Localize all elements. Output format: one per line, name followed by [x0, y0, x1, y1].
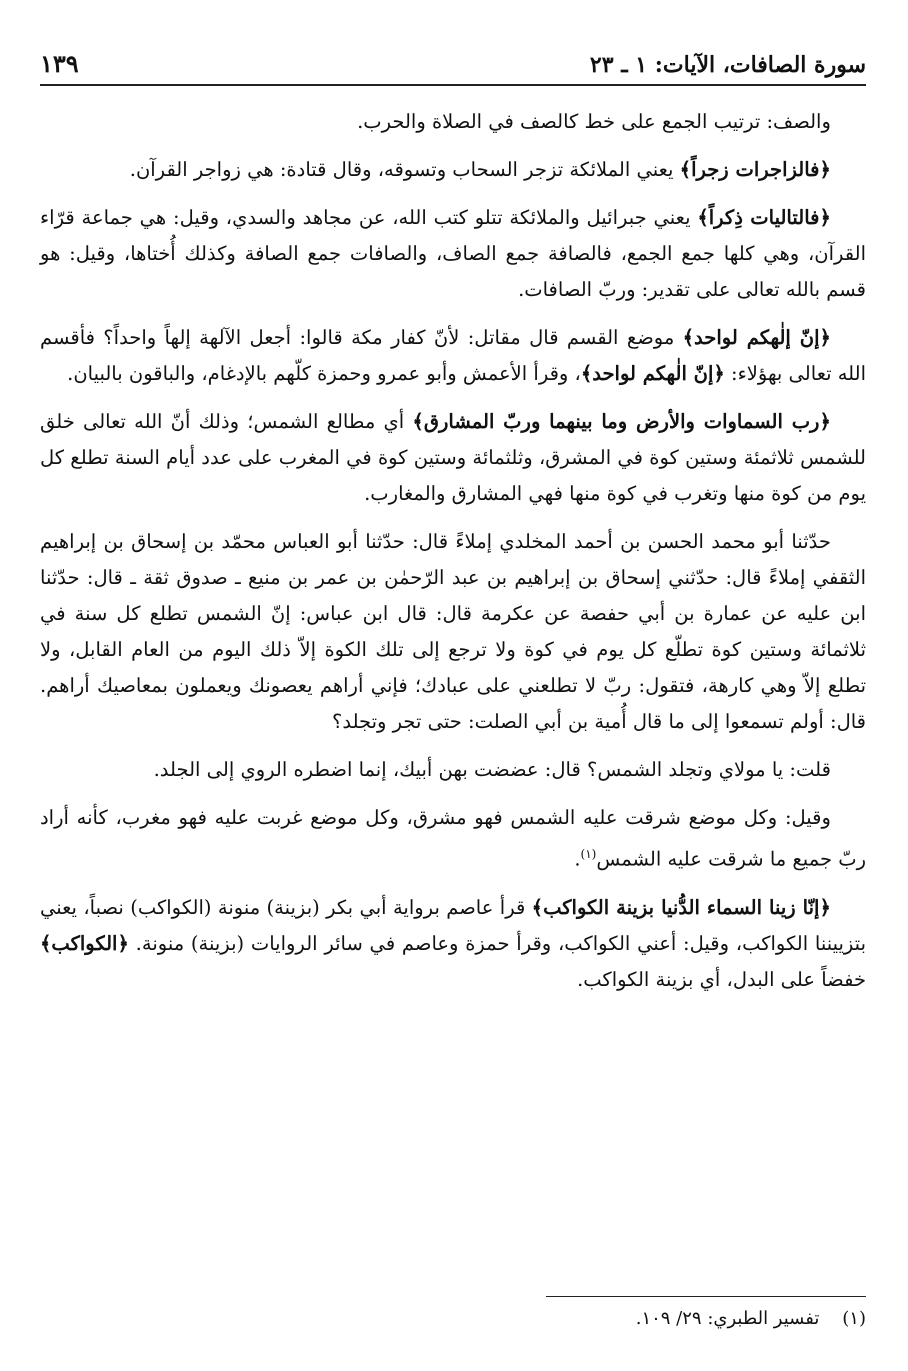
running-title: سورة الصافات، الآيات: ١ ـ ٢٣: [589, 52, 866, 78]
paragraph-text: قلت: يا مولاي وتجلد الشمس؟ قال: عضضت بهن أبيك، إنما اضطره الروي إلى الجلد.: [153, 758, 831, 781]
footnote-ref: (١): [580, 847, 597, 861]
quran-verse: ﴿إنّ إلٰهكم لواحد﴾: [682, 326, 831, 349]
page-number: ١٣٩: [40, 49, 79, 78]
footnote-marker: (١): [842, 1308, 866, 1329]
footnote: [40, 1304, 866, 1334]
quran-verse: ﴿فالزاجرات زجراً﴾: [679, 158, 831, 181]
paragraph-text: ، وقرأ الأعمش وأبو عمرو وحمزة كلّهم بالإدغام، والباقون بالبيان.: [67, 362, 581, 385]
quran-verse: ﴿الكواكب﴾: [40, 931, 129, 955]
paragraph: [40, 800, 866, 878]
paragraph-text: أي مطالع الشمس؛ وذلك أنّ الله تعالى خلق للشمس ثلاثمئة وستين كوة في المشرق، وثلثمائة وستين كوة في المغرب على عدد أيام السنة تطلع كل يوم من كوة منها وتغرب في كوة منها فهي المشارق والمغارب.: [40, 410, 866, 505]
paragraph: [40, 752, 866, 788]
footnote-separator: [546, 1296, 866, 1297]
paragraph-text: قرأ عاصم برواية أبي بكر (بزينة) منونة (الكواكب) نصباً، يعني بتزييننا الكواكب، وقيل: أعني الكواكب، وقرأ حمزة وعاصم في سائر الروايات (بزينة) منونة.: [40, 895, 866, 955]
quran-verse: ﴿رب السماوات والأرض وما بينهما وربّ المشارق﴾: [412, 410, 831, 433]
main-text: [40, 104, 866, 1010]
footnote-text: تفسير الطبري: ٢٩/ ١٠٩.: [635, 1308, 820, 1329]
paragraph-text: يعني جبرائيل والملائكة تتلو كتب الله، عن مجاهد والسدي، وقيل: هي جماعة قرّاء القرآن، وهي كلها جمع الجمع، فالصافة جمع الصاف، والصافات جمع الصافة وكذلك أُختاها، وقيل: هو قسم بالله تعالى على تقدير: وربّ الصافات.: [40, 206, 866, 301]
paragraph: [40, 320, 866, 392]
paragraph-text: موضع القسم قال مقاتل: لأنّ كفار مكة قالوا: أجعل الآلهة إلهاً واحداً؟ فأقسم الله تعالى بهؤلاء:: [40, 326, 866, 385]
paragraph: [40, 152, 866, 188]
quran-verse: ﴿فالتاليات ذِكراً﴾: [697, 206, 831, 229]
paragraph-text: .: [574, 847, 581, 871]
paragraph: [40, 890, 866, 998]
quran-verse: ﴿إنّ الٰهكم لواحد﴾: [580, 362, 725, 385]
paragraph-text: خفضاً على البدل، أي بزينة الكواكب.: [577, 967, 866, 991]
page-header: [40, 42, 866, 86]
paragraph-text: يعني الملائكة تزجر السحاب وتسوقه، وقال قتادة: هي زواجر القرآن.: [129, 158, 680, 181]
paragraph-text: وقيل: وكل موضع شرقت عليه الشمس فهو مشرق، وكل موضع غربت عليه فهو مغرب، كأنه أراد ربّ جميع ما شرقت عليه الشمس: [40, 806, 866, 871]
paragraph: [40, 524, 866, 740]
paragraph: [40, 200, 866, 308]
quran-verse: ﴿إنّا زينا السماء الدُّنيا بزينة الكواكب﴾: [531, 895, 831, 919]
paragraph: [40, 104, 866, 140]
paragraph-text: حدّثنا أبو محمد الحسن بن أحمد المخلدي إملاءً قال: حدّثنا أبو العباس محمّد بن إسحاق بن إبراهيم الثقفي إملاءً قال: حدّثني إسحاق بن إبراهيم بن عبد الرّحمٰن بن عمر بن منيع ـ صدوق ثقة ـ قال: حدّثنا ابن عليه عن عمارة بن أبي حفصة عن عكرمة قال: قال ابن عباس: إنّ الشمس تطلع كل سنة في ثلاثمائة وستين كوة تطلّع كل يوم في كوة ولا ترجع إلى تلك الكوة إلاّ ذلك اليوم من العام القابل، ولا تطلع إلاّ وهي كارهة، فتقول: ربّ لا تطلعني على عبادك؛ فإني أراهم يعصونك ويعملون بمعاصيك أراهم. قال: أولم تسمعوا إلى ما قال أُمية بن أبي الصلت: حتى تجر وتجلد؟: [40, 530, 866, 733]
paragraph: [40, 404, 866, 512]
paragraph-text: والصف: ترتيب الجمع على خط كالصف في الصلاة والحرب.: [357, 110, 831, 133]
